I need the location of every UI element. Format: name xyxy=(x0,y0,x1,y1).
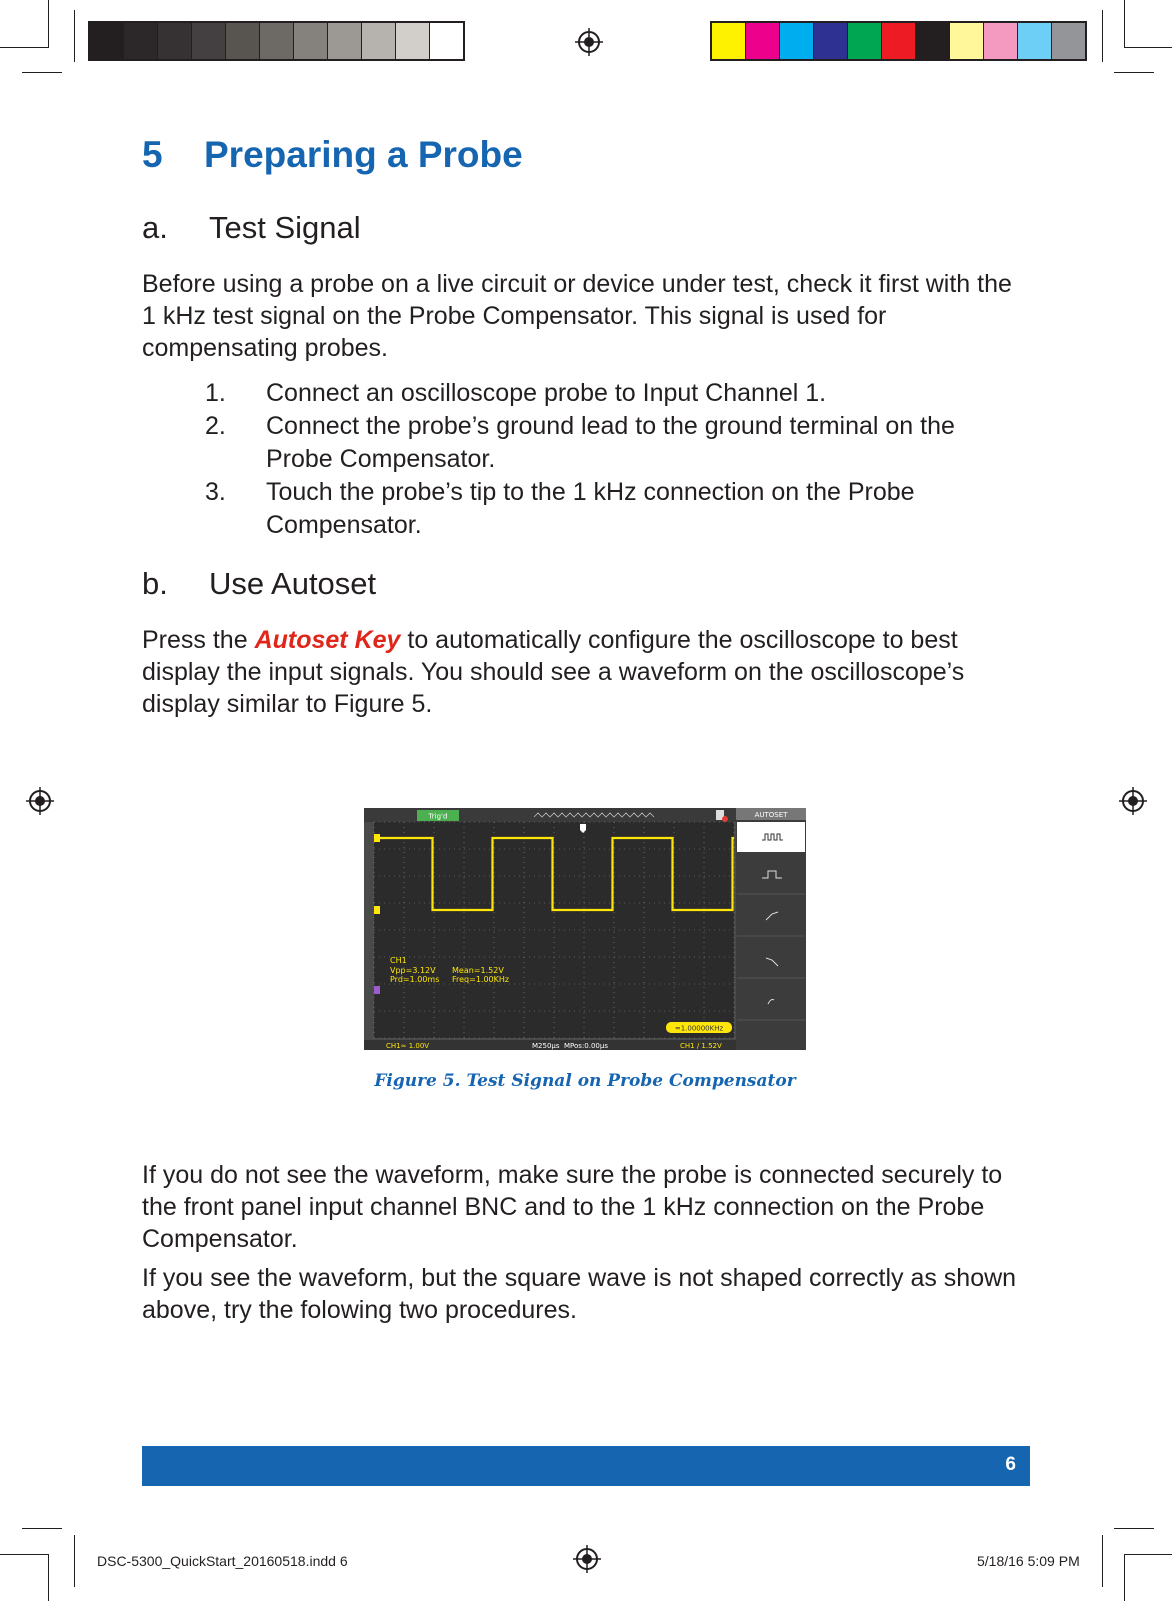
subheading-title: Use Autoset xyxy=(209,566,377,601)
color-swatch xyxy=(950,23,984,59)
gray-swatch xyxy=(294,23,328,59)
section-number: 5 xyxy=(142,134,163,175)
status-channel-scale: CH1≃ 1.00V xyxy=(386,1042,430,1050)
registration-mark-icon xyxy=(573,1545,601,1573)
gray-swatch xyxy=(90,23,124,59)
gray-swatch xyxy=(124,23,158,59)
gray-swatch xyxy=(158,23,192,59)
math-channel-marker xyxy=(374,986,380,994)
status-horizontal-position: MPos:0.00μs xyxy=(564,1042,608,1050)
color-swatch xyxy=(780,23,814,59)
step-text: Connect the probe’s ground lead to the ground terminal on the Probe Compensator. xyxy=(266,412,955,473)
step-number: 1. xyxy=(205,379,226,407)
grayscale-color-bar xyxy=(88,21,465,61)
color-swatch xyxy=(984,23,1018,59)
step-number: 2. xyxy=(205,412,226,440)
gray-swatch xyxy=(328,23,362,59)
subheading-letter: a. xyxy=(142,210,168,245)
measurement-frequency: Freq=1.00KHz xyxy=(452,975,510,984)
step-number: 3. xyxy=(205,478,226,506)
gray-swatch xyxy=(192,23,226,59)
status-timebase: M250μs xyxy=(532,1042,560,1050)
frequency-counter-value: =1.00000KHz xyxy=(674,1024,724,1033)
gray-swatch xyxy=(396,23,430,59)
subheading-letter: b. xyxy=(142,566,168,601)
gray-swatch xyxy=(260,23,294,59)
subheading-title: Test Signal xyxy=(209,210,361,245)
trigger-level-marker xyxy=(374,906,380,914)
step-text: Touch the probe’s tip to the 1 kHz connection on the Probe Compensator. xyxy=(266,478,915,539)
trig-status-label: Trig'd xyxy=(428,812,448,821)
registration-mark-icon xyxy=(575,28,603,56)
section-heading xyxy=(142,134,523,176)
color-swatch xyxy=(712,23,746,59)
color-swatch xyxy=(1052,23,1085,59)
gray-swatch xyxy=(226,23,260,59)
color-swatch xyxy=(882,23,916,59)
page-footer-bar xyxy=(142,1446,1030,1486)
registration-mark-icon xyxy=(26,787,54,815)
autoset-menu-title: AUTOSET xyxy=(754,811,788,819)
measurement-period: Prd=1.00ms xyxy=(390,975,440,984)
color-swatch xyxy=(848,23,882,59)
list-item xyxy=(205,410,1025,476)
status-trigger-level: CH1 / 1.52V xyxy=(680,1042,722,1050)
list-item xyxy=(205,476,1025,542)
list-item xyxy=(205,377,1025,410)
page-number: 6 xyxy=(1005,1454,1016,1475)
followup-paragraph-2: If you see the waveform, but the square wave is not shaped correctly as shown above, try the folowing two procedures. xyxy=(142,1264,1017,1324)
oscilloscope-screenshot xyxy=(364,808,806,1050)
figure-caption: Figure 5. Test Signal on Probe Compensator xyxy=(374,1071,796,1091)
autoset-text-after: to automatically configure the oscilloscope to best display the input signals. You should see a waveform on the oscilloscope’s display similar to Figure 5. xyxy=(142,626,965,718)
section-title: Preparing a Probe xyxy=(204,134,523,175)
step-text: Connect an oscilloscope probe to Input Channel 1. xyxy=(266,379,827,407)
gray-swatch xyxy=(362,23,396,59)
autoset-text-before: Press the xyxy=(142,626,255,654)
steps-list xyxy=(205,377,1025,542)
color-swatch xyxy=(746,23,780,59)
measurement-vpp: Vpp=3.12V xyxy=(390,966,436,975)
subheading-test-signal xyxy=(142,210,361,246)
process-color-bar xyxy=(710,21,1087,61)
autoset-key-highlight: Autoset Key xyxy=(254,626,401,654)
registration-mark-icon xyxy=(1119,787,1147,815)
color-swatch xyxy=(916,23,950,59)
subheading-use-autoset xyxy=(142,566,376,602)
followup-paragraph-1: If you do not see the waveform, make sure the probe is connected securely to the front panel input channel BNC and to the 1 kHz connection on the Probe Compensator. xyxy=(142,1161,1003,1253)
intro-paragraph: Before using a probe on a live circuit or device under test, check it first with the 1 kHz test signal on the Probe Compensator. This signal is used for compensating probes. xyxy=(142,270,1012,362)
color-swatch xyxy=(1018,23,1052,59)
gray-swatch xyxy=(430,23,463,59)
measurement-mean: Mean=1.52V xyxy=(452,966,504,975)
print-slug-datetime: 5/18/16 5:09 PM xyxy=(977,1553,1080,1569)
measurement-channel-label: CH1 xyxy=(390,956,407,965)
color-swatch xyxy=(814,23,848,59)
print-slug-filename: DSC-5300_QuickStart_20160518.indd 6 xyxy=(97,1553,348,1569)
autoset-paragraph xyxy=(142,624,1022,720)
